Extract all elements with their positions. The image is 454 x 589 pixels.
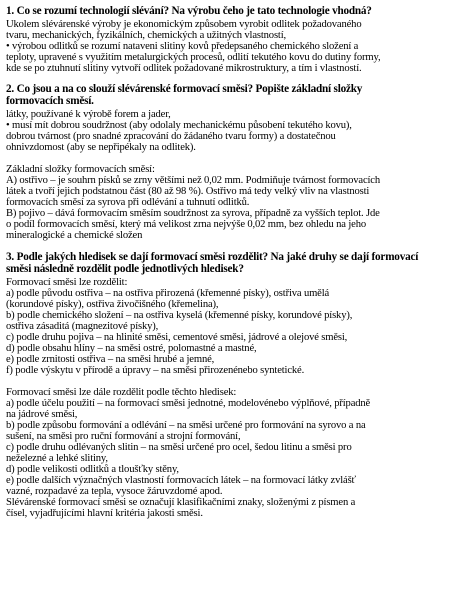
answer-3-line: f) podle výskytu v přírodě a úpravy – na směsi přirozenénebo syntetické. <box>6 365 305 376</box>
answer-3-line: Formovací směsi lze rozdělit: <box>6 277 128 288</box>
classification-line: čísel, vyjadřujícími hlavní kritéria jakosti směsi. <box>6 508 203 519</box>
component-line: mineralogické a chemické složen <box>6 230 143 241</box>
question-2-heading: formovacích směsí. <box>6 95 94 107</box>
question-1-heading: 1. Co se rozumí technologií slévání? Na výrobu čeho je tato technologie vhodná? <box>6 5 372 17</box>
answer-3-line: d) podle obsahu hlíny – na směsi ostré, polomastné a mastné, <box>6 343 257 354</box>
classification-line: Slévárenské formovací směsi se označují klasifikačními znaky, složenými z písmen a <box>6 497 356 508</box>
question-3-heading: směsi následně rozdělit podle jednotlivých hledisek? <box>6 263 244 275</box>
further-division-line: na jádrové směsi, <box>6 409 78 420</box>
component-line: o podíl formovacích směsí, který má velikost zrna nejvýše 0,02 mm, bez ohledu na jeho <box>6 219 366 230</box>
answer-1-line: • výrobou odlitků se rozumí nataveni slitiny kovů předepsaného chemického složení a <box>6 41 359 52</box>
answer-3-line: (korundové písky), ostřiva živočišného (křemelina), <box>6 299 219 310</box>
component-line: B) pojivo – dává formovacím směsím soudržnost za syrova, případně za vyšších teplot. Jde <box>6 208 380 219</box>
answer-3-line: ostřiva zásaditá (magnezitové písky), <box>6 321 159 332</box>
component-line: A) ostřivo – je souhrn písků se zrny většími než 0,02 mm. Podmiňuje tvárnost formovacích <box>6 175 381 186</box>
answer-2-line: dobrou tvárnost (pro snadné zpracování do žádaného tvaru formy) a dostatečnou <box>6 131 336 142</box>
further-division-heading: Formovací směsi lze dále rozdělit podle těchto hledisek: <box>6 387 237 398</box>
further-division-line: sušení, na směsi pro ruční formování a strojní formování, <box>6 431 241 442</box>
answer-1-line: Ukolem slévárenské výroby je ekonomickým způsobem vyrobit odlitek požadovaného <box>6 19 362 30</box>
further-division-line: c) podle druhu odlévaných slitin – na směsi určené pro ocel, šedou litinu a směsi pro <box>6 442 352 453</box>
answer-2-line: ohnivzdomost (aby se nepřipékaly na odlitek). <box>6 142 196 153</box>
further-division-line: neželezné a lehké slitiny, <box>6 453 108 464</box>
component-line: formovacích směsí za syrova při odlévání a tuhnutí odlitků. <box>6 197 250 208</box>
answer-3-line: a) podle původu ostřiva – na ostřiva přirozená (křemenné písky), ostřiva umělá <box>6 288 330 299</box>
answer-3-line: b) podle chemického složení – na ostřiva kyselá (křemenné písky, korundové písky), <box>6 310 353 321</box>
further-division-line: a) podle účelu použití – na formovací směsi jednotné, modelovénebo výplňové, případně <box>6 398 371 409</box>
further-division-line: b) podle způsobu formování a odlévání – na směsi určené pro formování na syrovo a na <box>6 420 366 431</box>
question-2-heading: 2. Co jsou a na co slouží slévárenské formovací směsi? Popište základní složky <box>6 83 363 95</box>
answer-2-line: • musí mít dobrou soudržnost (aby odolaly mechanickému působení tekutého kovu), <box>6 120 352 131</box>
question-3-heading: 3. Podle jakých hledisek se dají formovací směsi rozdělit? Na jaké druhy se dají formovací <box>6 251 419 263</box>
answer-3-line: c) podle druhu pojiva – na hlinité směsi, cementové směsi, jádrové a olejové směsi, <box>6 332 348 343</box>
components-heading: Základní složky formovacích směsí: <box>6 164 155 175</box>
answer-3-line: e) podle zrnitosti ostřiva – na směsi hrubé a jemné, <box>6 354 215 365</box>
answer-1-line: tvaru, mechanických, fyzikálních, chemických a užitných vlastností, <box>6 30 287 41</box>
further-division-line: d) podle velikosti odlitků a tloušťky stěny, <box>6 464 179 475</box>
answer-2-line: látky, používané k výrobě forem a jader, <box>6 109 171 120</box>
component-line: látek a tvoří jejich podstatnou část (80 až 98 %). Ostřivo má tedy velký vliv na vlastnosti <box>6 186 370 197</box>
answer-1-line: kde se po ztuhnutí slitiny vytvoří odlitek požadované mikrostruktury, a tím i vlastností. <box>6 63 362 74</box>
further-division-line: e) podle dalších význačných vlastností formovacích látek – na formovací látky zvlášť <box>6 475 356 486</box>
further-division-line: vazné, rozpadavé za tepla, vysoce žáruvzdomé apod. <box>6 486 223 497</box>
answer-1-line: teploty, upravené s využitím metalurgických procesů, odlití tekutého kovu do dutiny formy, <box>6 52 381 63</box>
